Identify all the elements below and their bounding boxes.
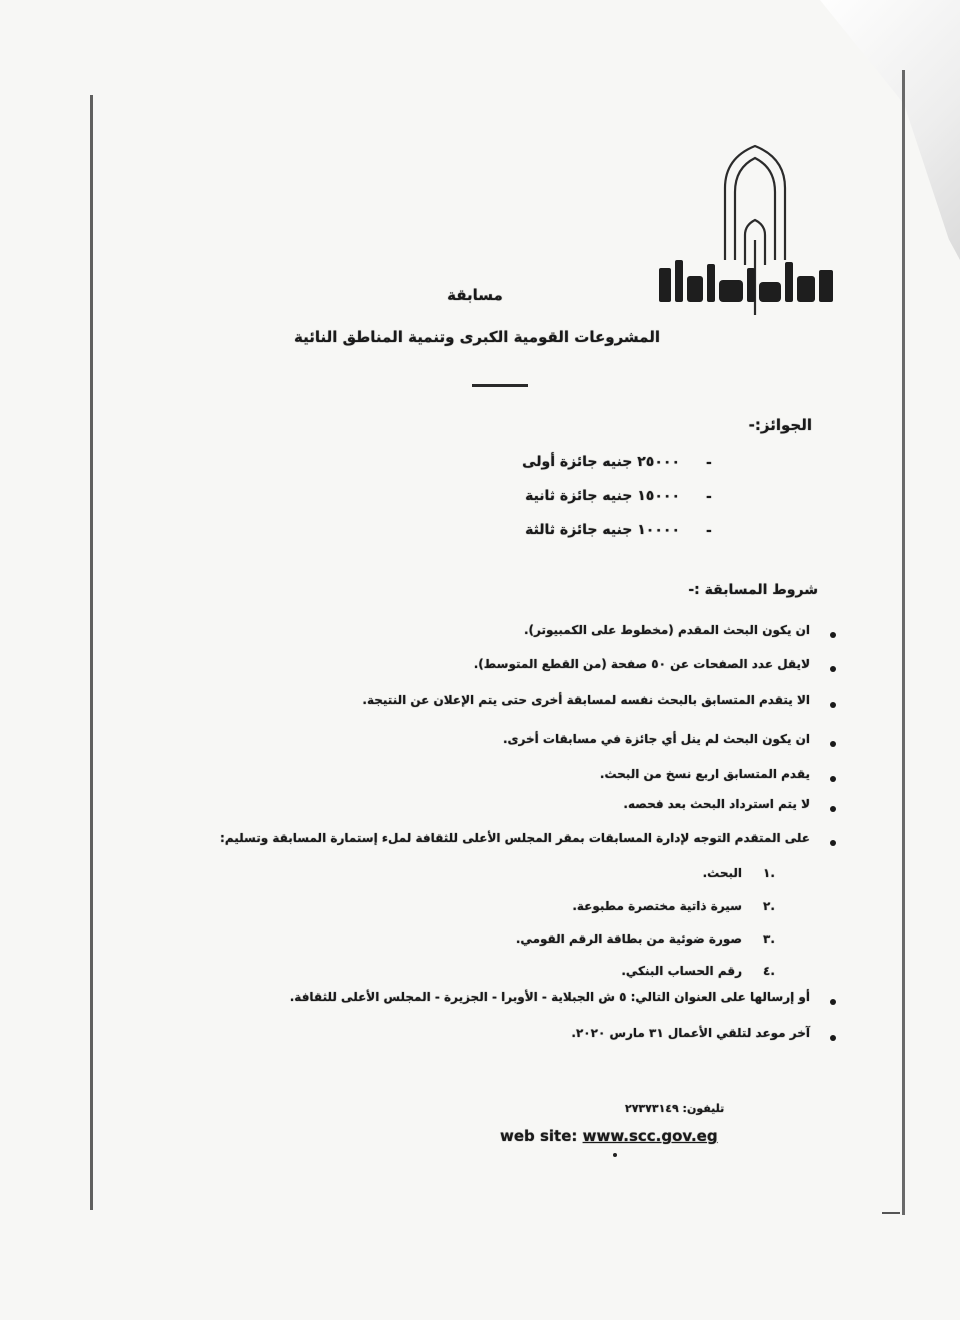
page-title: مسابقة bbox=[447, 286, 503, 304]
bullet-icon bbox=[830, 776, 836, 782]
page-subtitle: المشروعات القومية الكبرى وتنمية المناطق النائية bbox=[294, 328, 660, 346]
prize-item: ١٥٠٠٠ جنيه جائزة ثانية bbox=[525, 488, 680, 504]
condition-item: يقدم المتسابق اربع نسخ من البحث. bbox=[599, 767, 810, 781]
prize-item: ٢٥٠٠٠ جنيه جائزة أولى bbox=[522, 454, 680, 470]
condition-item: الا يتقدم المتسابق بالبحث نفسه لمسابقة أخرى حتى يتم الإعلان عن النتيجة. bbox=[362, 693, 810, 707]
subitem-text: سيرة ذاتية مختصرة مطبوعة. bbox=[572, 899, 742, 913]
margin-tick bbox=[882, 1212, 900, 1214]
bullet-icon bbox=[830, 999, 836, 1005]
bullet-icon bbox=[830, 741, 836, 747]
subitem-text: رقم الحساب البنكي. bbox=[621, 964, 742, 978]
prize-item: ١٠٠٠٠ جنيه جائزة ثالثة bbox=[525, 522, 680, 538]
subitem-number: ١. bbox=[763, 866, 775, 880]
condition-item: ان يكون البحث المقدم (مخطوط على الكمبيوتر). bbox=[523, 623, 810, 637]
conditions-heading: شروط المسابقة :- bbox=[688, 582, 818, 598]
title-divider bbox=[472, 384, 528, 387]
condition-item: لا يتم استرداد البحث بعد فحصه. bbox=[623, 797, 810, 811]
right-margin-rule bbox=[902, 70, 905, 1215]
condition-item: أو إرسالها على العنوان التالي: ٥ ش الجبلاية - الأوبرا - الجزيرة - المجلس الأعلى للثقافة. bbox=[289, 990, 810, 1004]
bullet-icon bbox=[830, 632, 836, 638]
bullet-icon bbox=[830, 666, 836, 672]
subitem-text: البحث. bbox=[702, 866, 742, 880]
condition-item: آخر موعد لتلقي الأعمال ٣١ مارس ٢٠٢٠. bbox=[571, 1026, 810, 1040]
subitem-number: ٤. bbox=[763, 964, 775, 978]
prize-dash: - bbox=[706, 523, 712, 539]
left-margin-rule bbox=[90, 95, 93, 1210]
condition-item: لايقل عدد الصفحات عن ٥٠ صفحة (من القطع المتوسط). bbox=[473, 657, 810, 671]
scc-arch-logo-icon bbox=[655, 140, 840, 330]
subitem-number: ٣. bbox=[763, 932, 775, 946]
phone-number: تليفون: ٢٧٣٧٣١٤٩ bbox=[625, 1102, 725, 1115]
condition-item: ان يكون البحث لم ينل أي جائزة في مسابقات أخرى. bbox=[502, 732, 810, 746]
bullet-icon bbox=[830, 702, 836, 708]
prize-dash: - bbox=[706, 489, 712, 505]
condition-item: على المتقدم التوجه لإدارة المسابقات بمقر المجلس الأعلى للثقافة لملء إستمارة المسابقة وتسليم: bbox=[220, 831, 810, 845]
bullet-icon bbox=[830, 840, 836, 846]
website-link[interactable]: www.scc.gov.eg bbox=[582, 1127, 718, 1145]
website-label: web site: bbox=[500, 1127, 578, 1145]
subitem-text: صورة ضوئية من بطاقة الرقم القومي. bbox=[515, 932, 742, 946]
prizes-heading: الجوائز:- bbox=[748, 416, 812, 434]
bullet-icon bbox=[830, 806, 836, 812]
website-line bbox=[500, 1127, 718, 1145]
prize-dash: - bbox=[706, 455, 712, 471]
subitem-number: ٢. bbox=[763, 899, 775, 913]
stray-dot bbox=[613, 1153, 617, 1157]
bullet-icon bbox=[830, 1035, 836, 1041]
